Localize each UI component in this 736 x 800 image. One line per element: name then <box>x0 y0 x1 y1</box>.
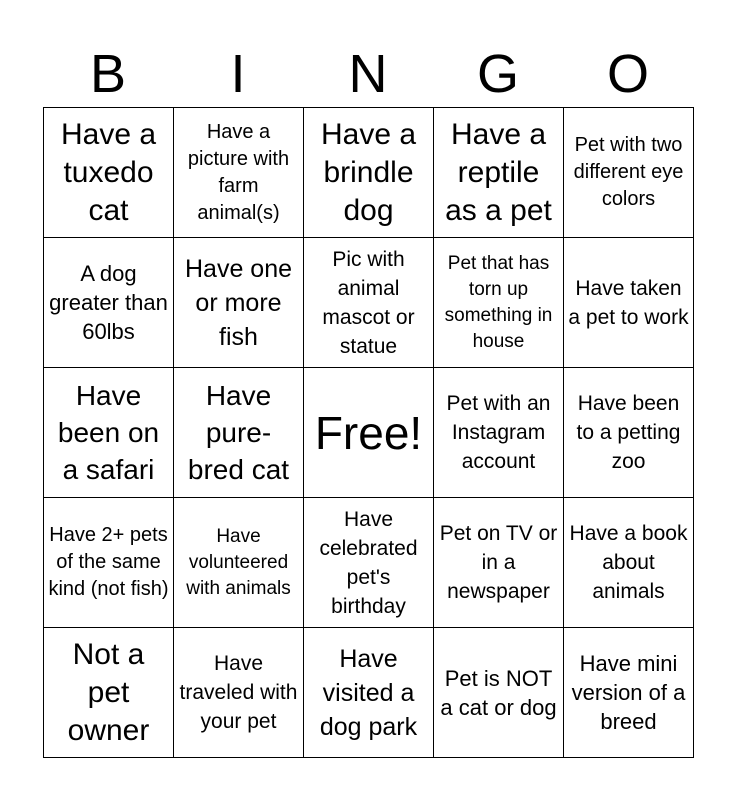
bingo-cell-r1-c3[interactable] <box>304 108 434 238</box>
bingo-cell-text: Have pure-bred cat <box>187 380 290 485</box>
bingo-cell-text: Pet on TV or in a newspaper <box>439 522 558 603</box>
bingo-cell-r4-c4[interactable] <box>434 498 564 628</box>
header-letter-i: I <box>230 44 246 104</box>
bingo-cell-text: A dog greater than 60lbs <box>49 261 168 344</box>
bingo-cell-r1-c4[interactable] <box>434 108 564 238</box>
bingo-cell-text: Have a reptile as a pet <box>445 117 552 227</box>
bingo-cell-text: Have volunteered with animals <box>186 525 291 599</box>
bingo-cell-text: Have been to a petting zoo <box>576 392 681 473</box>
bingo-cell-r5-c2[interactable] <box>174 628 304 758</box>
bingo-cell-r1-c2[interactable] <box>174 108 304 238</box>
bingo-cell-r3-c2[interactable] <box>174 368 304 498</box>
bingo-cell-text: Have 2+ pets of the same kind (not fish) <box>48 524 169 600</box>
header-letter-o: O <box>606 44 649 104</box>
bingo-cell-text: Not a pet owner <box>67 637 150 747</box>
bingo-cell-text: Have celebrated pet's birthday <box>319 507 418 618</box>
bingo-cell-r1-c5[interactable] <box>564 108 694 238</box>
bingo-cell-text: Have traveled with your pet <box>179 652 298 733</box>
bingo-cell-r3-c4[interactable] <box>434 368 564 498</box>
bingo-cell-text: Have one or more fish <box>184 254 293 351</box>
bingo-cell-text: Pic with animal mascot or statue <box>322 247 415 358</box>
bingo-card-grid <box>43 107 694 758</box>
bingo-cell-text: Pet with two different eye colors <box>573 134 684 210</box>
bingo-cell-text: Have a brindle dog <box>320 117 417 227</box>
bingo-cell-r3-c5[interactable] <box>564 368 694 498</box>
bingo-cell-r5-c3[interactable] <box>304 628 434 758</box>
bingo-cell-r5-c5[interactable] <box>564 628 694 758</box>
bingo-cell-text: Have a picture with farm animal(s) <box>187 120 290 224</box>
bingo-cell-r5-c4[interactable] <box>434 628 564 758</box>
bingo-cell-r2-c4[interactable] <box>434 238 564 368</box>
header-letter-b: B <box>89 44 127 104</box>
bingo-cell-r3-c1[interactable] <box>44 368 174 498</box>
bingo-cell-text: Have a tuxedo cat <box>60 117 157 227</box>
bingo-cell-text: Have visited a dog park <box>319 644 418 741</box>
bingo-cell-r4-c3[interactable] <box>304 498 434 628</box>
bingo-cell-r2-c3[interactable] <box>304 238 434 368</box>
bingo-cell-r4-c2[interactable] <box>174 498 304 628</box>
bingo-cell-r1-c1[interactable] <box>44 108 174 238</box>
bingo-cell-text: Pet that has torn up something in house <box>444 252 553 352</box>
bingo-cell-text: Have a book about animals <box>569 522 688 603</box>
bingo-cell-text: Pet with an Instagram account <box>446 392 551 473</box>
bingo-cell-text: Have mini version of a breed <box>571 651 686 734</box>
bingo-cell-r5-c1[interactable] <box>44 628 174 758</box>
header-letter-n: N <box>348 44 388 104</box>
bingo-cell-text: Pet is NOT a cat or dog <box>440 665 557 720</box>
bingo-cell-r2-c1[interactable] <box>44 238 174 368</box>
bingo-cell-text: Have been on a safari <box>57 380 160 485</box>
bingo-header <box>43 40 693 108</box>
bingo-cell-r2-c5[interactable] <box>564 238 694 368</box>
bingo-cell-free[interactable] <box>304 368 434 498</box>
header-letter-g: G <box>476 44 519 104</box>
bingo-cell-text: Free! <box>314 406 423 459</box>
bingo-cell-text: Have taken a pet to work <box>568 276 689 329</box>
bingo-cell-r4-c5[interactable] <box>564 498 694 628</box>
bingo-cell-r2-c2[interactable] <box>174 238 304 368</box>
bingo-cell-r4-c1[interactable] <box>44 498 174 628</box>
